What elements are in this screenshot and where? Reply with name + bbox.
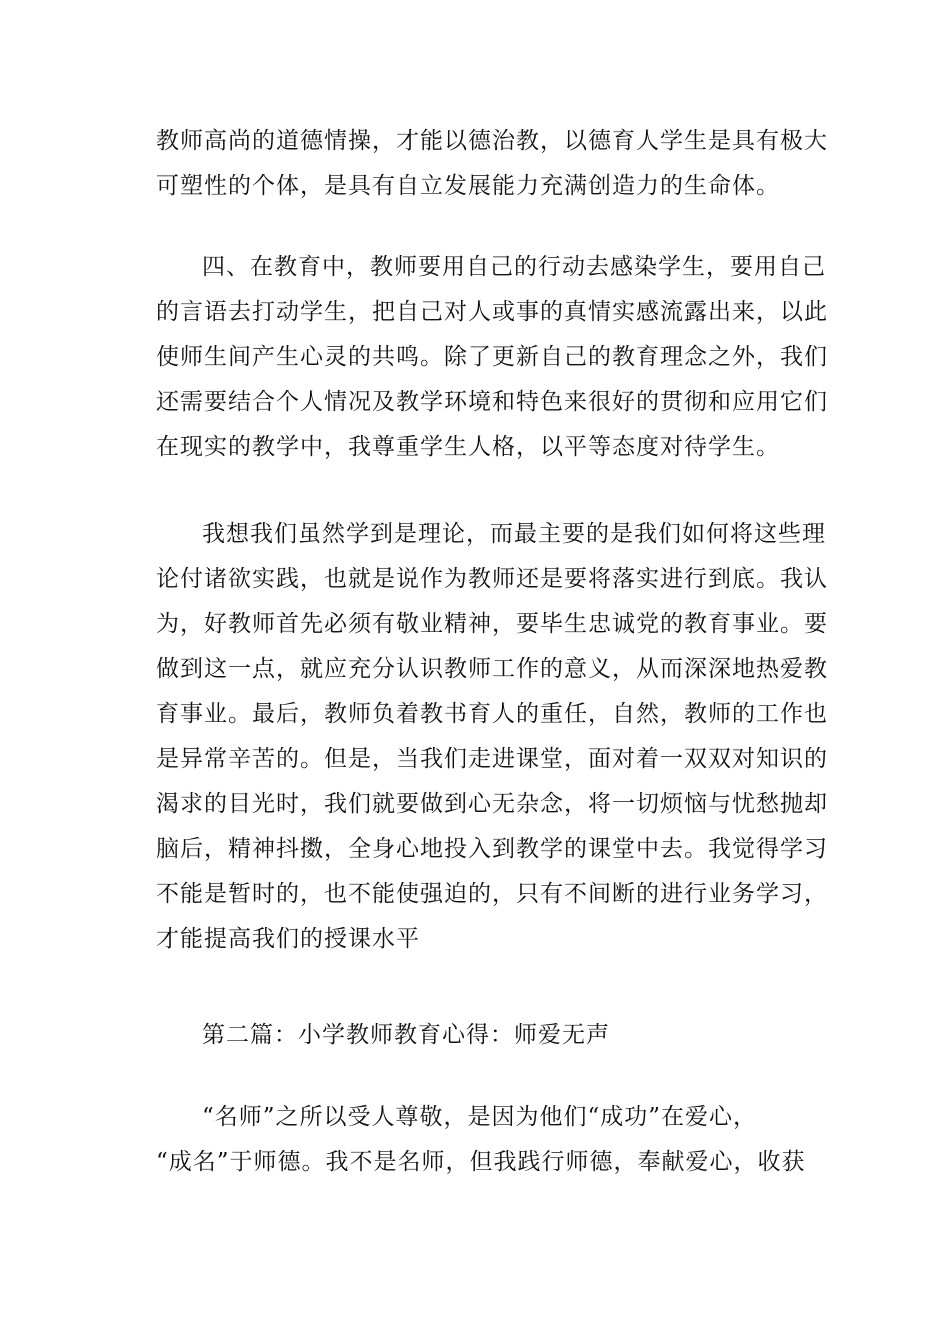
text-line: 可塑性的个体，是具有自立发展能力充满创造力的生命体。 [156,173,780,199]
heading-line: 第二篇：小学教师教育心得：师爱无声 [202,1022,610,1048]
text-line: “成名”于师德。我不是名师，但我践行师德，奉献爱心，收获 [156,1149,806,1175]
text-line: 教师高尚的道德情操，才能以德治教，以德育人学生是具有极大 [156,128,828,154]
text-line: “名师”之所以受人尊敬，是因为他们“成功”在爱心， [202,1104,758,1130]
text-line: 的言语去打动学生，把自己对人或事的真情实感流露出来，以此 [156,299,828,325]
text-line: 才能提高我们的授课水平 [156,926,420,952]
paragraph-5 [156,1095,816,1185]
paragraph-1 [156,119,828,209]
text-line: 渴求的目光时，我们就要做到心无杂念，将一切烦恼与忧愁抛却 [156,791,828,817]
text-line: 四、在教育中，教师要用自己的行动去感染学生，要用自己 [202,254,826,280]
section-heading [156,1013,816,1058]
paragraph-2 [156,245,828,470]
text-line: 为，好教师首先必须有敬业精神，要毕生忠诚党的教育事业。要 [156,611,828,637]
text-line: 使师生间产生心灵的共鸣。除了更新自己的教育理念之外，我们 [156,344,828,370]
text-line: 不能是暂时的，也不能使强迫的，只有不间断的进行业务学习， [156,881,828,907]
text-line: 做到这一点，就应充分认识教师工作的意义，从而深深地热爱教 [156,656,828,682]
text-line: 育事业。最后，教师负着教书育人的重任，自然，教师的工作也 [156,701,828,727]
text-line: 我想我们虽然学到是理论，而最主要的是我们如何将这些理 [202,521,826,547]
text-line: 还需要结合个人情况及教学环境和特色来很好的贯彻和应用它们 [156,389,828,415]
text-line: 论付诸欲实践，也就是说作为教师还是要将落实进行到底。我认 [156,566,828,592]
paragraph-3 [156,512,828,962]
text-line: 在现实的教学中，我尊重学生人格，以平等态度对待学生。 [156,434,780,460]
text-line: 脑后，精神抖擞，全身心地投入到教学的课堂中去。我觉得学习 [156,836,828,862]
text-line: 是异常辛苦的。但是，当我们走进课堂，面对着一双双对知识的 [156,746,828,772]
